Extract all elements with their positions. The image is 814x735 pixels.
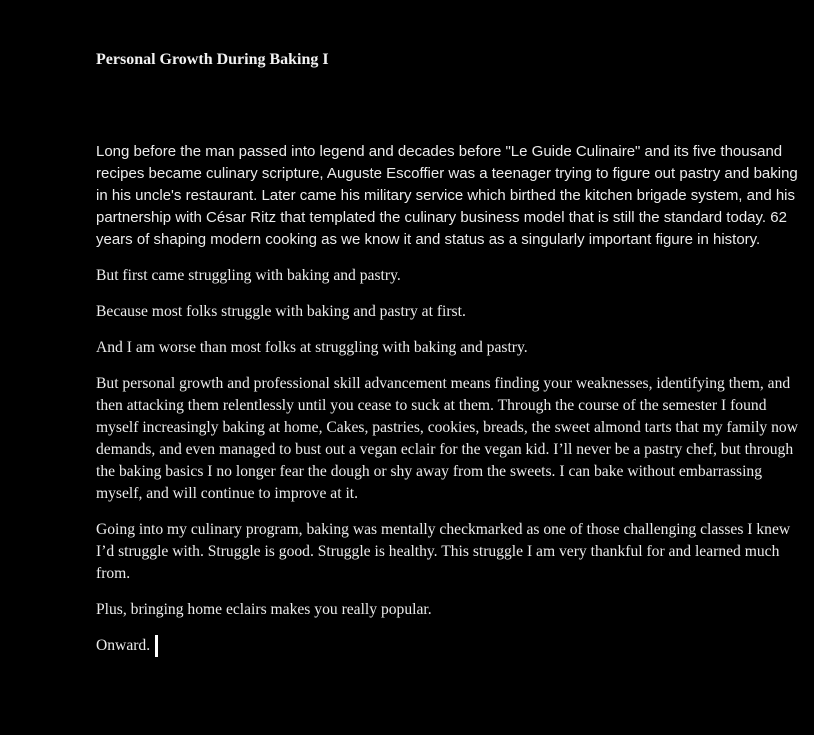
paragraph-eclairs: Plus, bringing home eclairs makes you really popular. bbox=[96, 601, 432, 618]
paragraph-culinary-program: Going into my culinary program, baking was mentally checkmarked as one of those challenging classes I knew I’d struggle with. Struggle is good. Struggle is healthy. This struggle I am very thankful for and learned much from. bbox=[96, 521, 791, 582]
paragraph-onward-line bbox=[96, 635, 802, 657]
text-cursor bbox=[155, 635, 158, 657]
paragraph-first-struggle: But first came struggling with baking and pastry. bbox=[96, 267, 401, 284]
document-body[interactable] bbox=[96, 141, 802, 671]
paragraph-onward: Onward. bbox=[96, 637, 151, 654]
document-title: Personal Growth During Baking I bbox=[96, 51, 329, 68]
paragraph-worse-than-most: And I am worse than most folks at struggling with baking and pastry. bbox=[96, 339, 528, 356]
paragraph-most-folks: Because most folks struggle with baking and pastry at first. bbox=[96, 303, 466, 320]
paragraph-intro: Long before the man passed into legend and decades before "Le Guide Culinaire" and its five thousand recipes became culinary scripture, Auguste Escoffier was a teenager trying to figure out pastry and baking in his uncle's restaurant. Later came his military service which birthed the kitchen brigade system, and his partnership with César Ritz that templated the culinary business model that is still the standard today. 62 years of shaping modern cooking as we know it and status as a singularly important figure in history. bbox=[96, 143, 798, 248]
paragraph-personal-growth: But personal growth and professional skill advancement means finding your weaknesses, identifying them, and then attacking them relentlessly until you cease to suck at them. Through the course of the semester I found myself increasingly baking at home, Cakes, pastries, cookies, breads, the sweet almond tarts that my family now demands, and even managed to bust out a vegan eclair for the vegan kid. I’ll never be a pastry chef, but through the baking basics I no longer fear the dough or shy away from the sweets. I can bake without embarrassing myself, and will continue to improve at it. bbox=[96, 375, 798, 502]
